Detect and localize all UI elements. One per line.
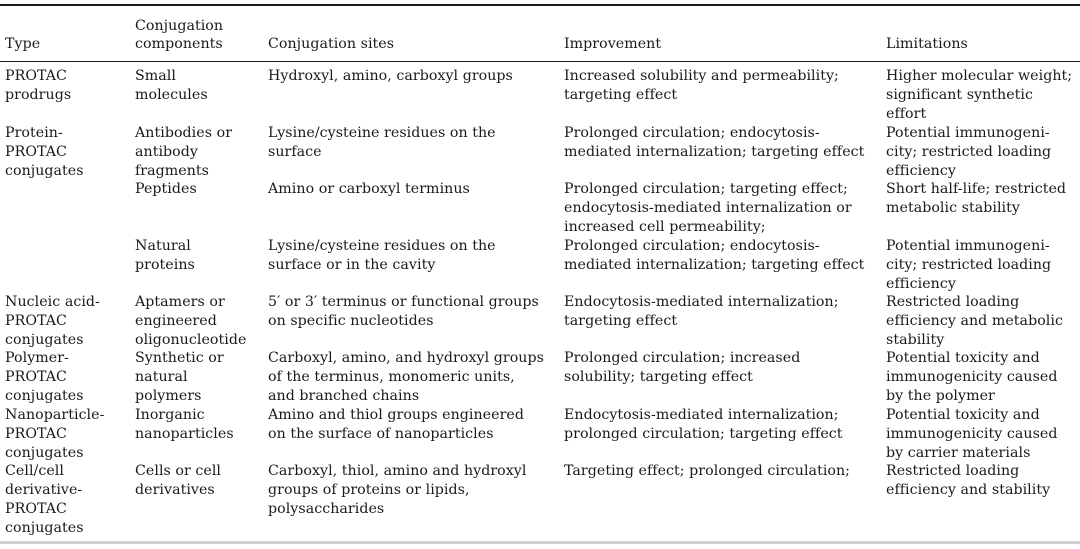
cell-sites: Amino and thiol groups engineered on the surface of nanoparticles: [268, 407, 524, 442]
cell-improvement: Endocytosis-mediated internalization; prolonged circulation; targeting effect: [564, 407, 843, 442]
cell-limitations: Restricted loading efficiency and metabolic stability: [886, 294, 1063, 348]
cell-limitations: Short half-life; restricted metabolic stability: [886, 181, 1067, 216]
cell-improvement: Prolonged circulation; increased solubility; targeting effect: [564, 350, 801, 385]
cell-components: Natural proteins: [135, 238, 195, 273]
cell-sites: Hydroxyl, amino, carboxyl groups: [268, 68, 513, 84]
cell-improvement: Prolonged circulation; endocytosis- mediated internalization; targeting effect: [564, 238, 865, 273]
cell-type: Cell/cell derivative- PROTAC conjugates: [5, 463, 84, 536]
cell-limitations: Potential toxicity and immunogenicity caused by the polymer: [886, 350, 1058, 404]
cell-sites: Amino or carboxyl terminus: [268, 181, 470, 197]
cell-improvement: Targeting effect; prolonged circulation;: [564, 463, 851, 479]
cell-type: Nanoparticle- PROTAC conjugates: [5, 407, 105, 461]
cell-type: Nucleic acid- PROTAC conjugates: [5, 294, 100, 348]
cell-sites: Carboxyl, thiol, amino and hydroxyl groups of proteins or lipids, polysaccharides: [268, 463, 527, 517]
header-limitations: Limitations: [886, 36, 968, 52]
cell-type: PROTAC prodrugs: [5, 68, 72, 103]
cell-sites: Lysine/cysteine residues on the surface: [268, 125, 496, 160]
cell-improvement: Prolonged circulation; endocytosis- mediated internalization; targeting effect: [564, 125, 865, 160]
cell-type: Polymer- PROTAC conjugates: [5, 350, 84, 404]
cell-limitations: Potential immunogeni- city; restricted loading efficiency: [886, 125, 1052, 179]
cell-limitations: Potential immunogeni- city; restricted loading efficiency: [886, 238, 1052, 292]
cell-components: Small molecules: [135, 68, 208, 103]
header-improvement: Improvement: [564, 36, 662, 52]
cell-sites: Carboxyl, amino, and hydroxyl groups of the terminus, monomeric units, and branched chains: [268, 350, 544, 404]
cell-components: Synthetic or natural polymers: [135, 350, 224, 404]
cell-type: Protein- PROTAC conjugates: [5, 125, 84, 179]
cell-limitations: Potential toxicity and immunogenicity caused by carrier materials: [886, 407, 1058, 461]
header-type: Type: [5, 36, 41, 52]
cell-improvement: Prolonged circulation; targeting effect; endocytosis-mediated internalization or increased cell permeability;: [564, 181, 852, 235]
cell-components: Peptides: [135, 181, 197, 197]
cell-limitations: Higher molecular weight; significant synthetic effort: [886, 68, 1073, 122]
header-rule: [0, 61, 1080, 62]
top-rule: [0, 4, 1080, 6]
cell-components: Antibodies or antibody fragments: [135, 125, 233, 179]
header-sites: Conjugation sites: [268, 36, 395, 52]
cell-components: Aptamers or engineered oligonucleotide: [135, 294, 247, 348]
cell-sites: 5′ or 3′ terminus or functional groups on specific nucleotides: [268, 294, 539, 329]
header-components: Conjugation components: [135, 18, 224, 52]
cell-improvement: Increased solubility and permeability; targeting effect: [564, 68, 839, 103]
bottom-rule: [0, 541, 1080, 544]
cell-sites: Lysine/cysteine residues on the surface or in the cavity: [268, 238, 496, 273]
cell-components: Inorganic nanoparticles: [135, 407, 234, 442]
cell-components: Cells or cell derivatives: [135, 463, 222, 498]
cell-improvement: Endocytosis-mediated internalization; targeting effect: [564, 294, 839, 329]
cell-limitations: Restricted loading efficiency and stability: [886, 463, 1051, 498]
